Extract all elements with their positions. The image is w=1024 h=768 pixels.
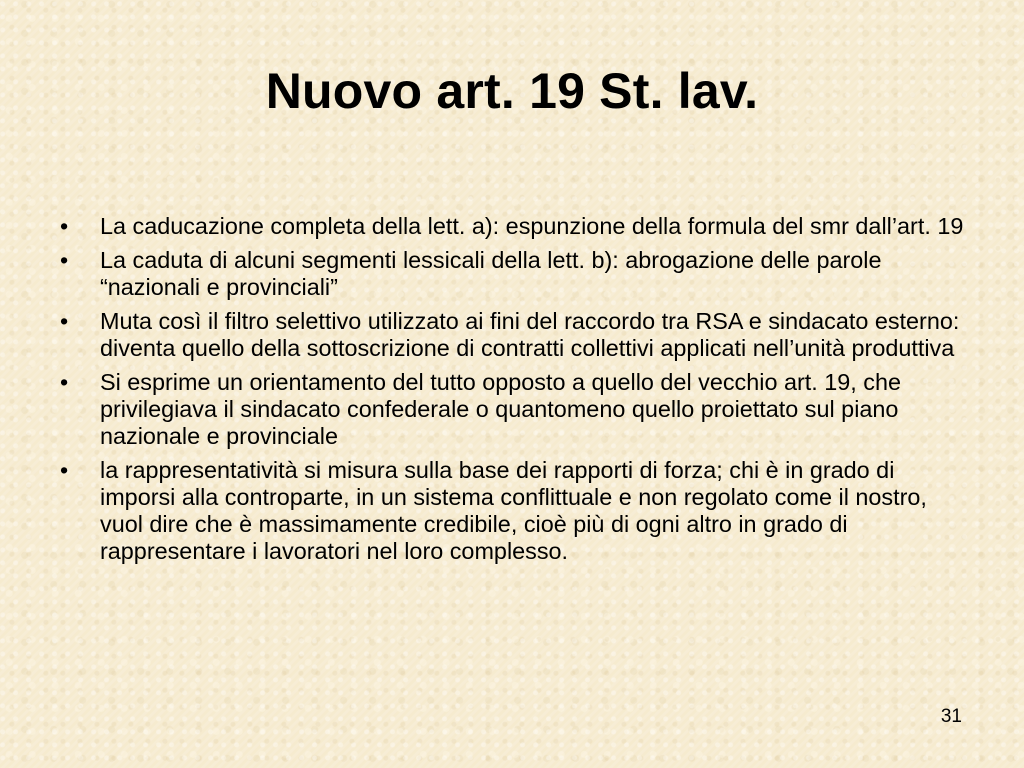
bullet-icon: • <box>60 369 69 395</box>
bullet-item <box>56 213 966 240</box>
bullet-item <box>56 247 966 301</box>
bullet-item <box>56 308 966 362</box>
bullet-item <box>56 457 966 565</box>
bullet-icon: • <box>60 213 69 239</box>
bullet-item <box>56 369 966 450</box>
page-number: 31 <box>940 706 962 727</box>
bullet-text: Si esprime un orientamento del tutto opposto a quello del vecchio art. 19, che privilegiava il sindacato confederale o quantomeno quello proiettato sul piano nazionale e provinciale <box>100 369 901 449</box>
bullet-icon: • <box>60 247 69 273</box>
bullet-text: La caducazione completa della lett. a): espunzione della formula del smr dall’art. 19 <box>100 213 964 239</box>
slide-title: Nuovo art. 19 St. lav. <box>265 63 759 119</box>
bullet-text: la rappresentatività si misura sulla base dei rapporti di forza; chi è in grado di imporsi alla controparte, in un sistema conflittuale e non regolato come il nostro, vuol dire che è massimamente credibile, cioè più di ogni altro in grado di rappresentare i lavoratori nel loro complesso. <box>100 457 927 564</box>
bullet-text: La caduta di alcuni segmenti lessicali della lett. b): abrogazione delle parole “nazionali e provinciali” <box>100 247 882 300</box>
bullet-icon: • <box>60 308 69 334</box>
bullet-list <box>56 213 966 572</box>
bullet-icon: • <box>60 457 69 483</box>
bullet-text: Muta così il filtro selettivo utilizzato ai fini del raccordo tra RSA e sindacato esterno: diventa quello della sottoscrizione di contratti collettivi applicati nell’unità produttiva <box>100 308 960 361</box>
